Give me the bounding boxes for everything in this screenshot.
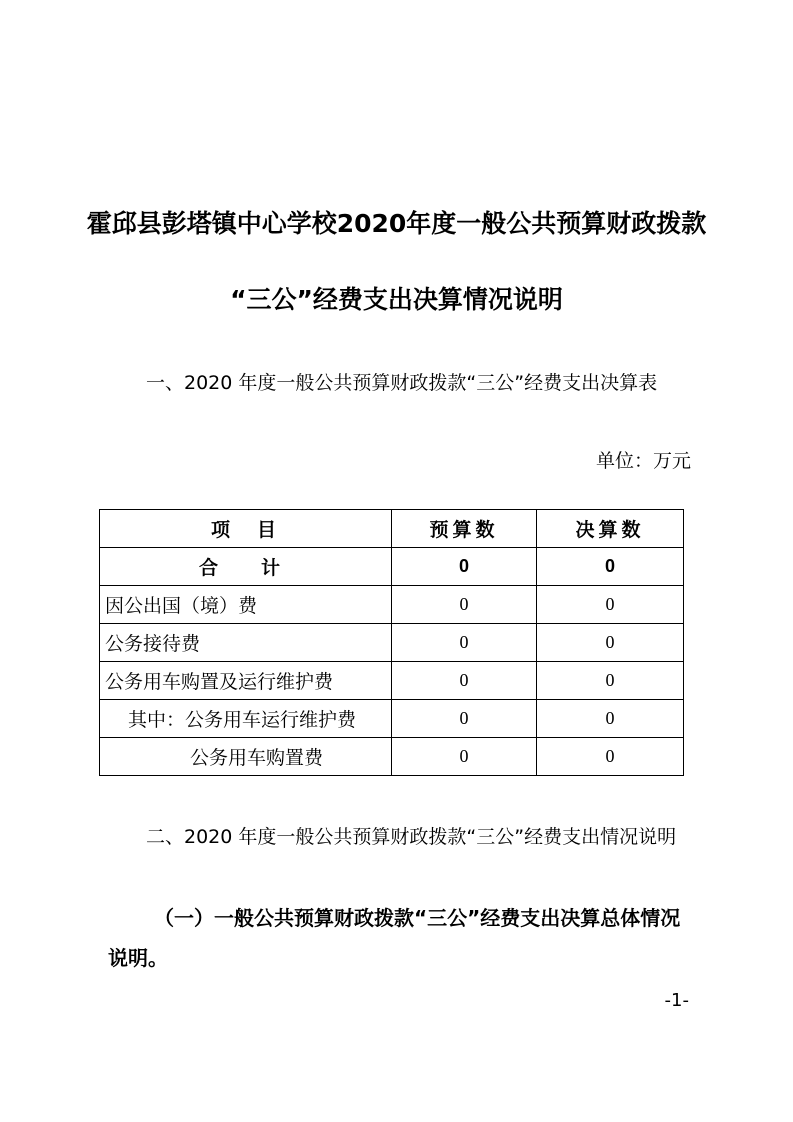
subsection-1-heading (108, 898, 692, 978)
total-budget: 0 (392, 548, 537, 586)
table-header-row (100, 510, 684, 548)
three-public-expense-table (99, 509, 684, 776)
subsection-1-heading-text: （一）一般公共预算财政拨款“三公”经费支出决算总体情况说明。 (108, 906, 681, 970)
row-final: 0 (537, 586, 684, 624)
row-budget: 0 (392, 624, 537, 662)
row-budget: 0 (392, 586, 537, 624)
row-label: 因公出国（境）费 (100, 586, 392, 624)
table-row (100, 624, 684, 662)
page-number: -1- (664, 990, 689, 1011)
total-final: 0 (537, 548, 684, 586)
unit-label: 单位：万元 (595, 450, 691, 472)
row-final: 0 (537, 700, 684, 738)
row-label: 公务用车购置费 (100, 738, 392, 776)
row-final: 0 (537, 624, 684, 662)
table-row (100, 738, 684, 776)
document-title-line-1: 霍邱县彭塔镇中心学校2020年度一般公共预算财政拨款 (86, 209, 707, 238)
table-row (100, 662, 684, 700)
header-item: 项 目 (100, 510, 392, 548)
table-row (100, 700, 684, 738)
row-final: 0 (537, 738, 684, 776)
row-label: 其中：公务用车运行维护费 (100, 700, 392, 738)
table-row (100, 586, 684, 624)
section-1-heading-text: 一、2020 年度一般公共预算财政拨款“三公”经费支出决算表 (146, 372, 658, 394)
row-label: 公务用车购置及运行维护费 (100, 662, 392, 700)
table-total-row (100, 548, 684, 586)
row-budget: 0 (392, 662, 537, 700)
section-2-heading (108, 817, 692, 857)
row-label: 公务接待费 (100, 624, 392, 662)
row-budget: 0 (392, 700, 537, 738)
row-budget: 0 (392, 738, 537, 776)
section-2-heading-text: 二、2020 年度一般公共预算财政拨款“三公”经费支出情况说明 (146, 826, 677, 848)
total-label: 合 计 (100, 548, 392, 586)
header-budget: 预算数 (392, 510, 537, 548)
row-final: 0 (537, 662, 684, 700)
header-final: 决算数 (537, 510, 684, 548)
section-1-heading (108, 363, 692, 403)
document-title-line-2: “三公”经费支出决算情况说明 (230, 285, 563, 314)
